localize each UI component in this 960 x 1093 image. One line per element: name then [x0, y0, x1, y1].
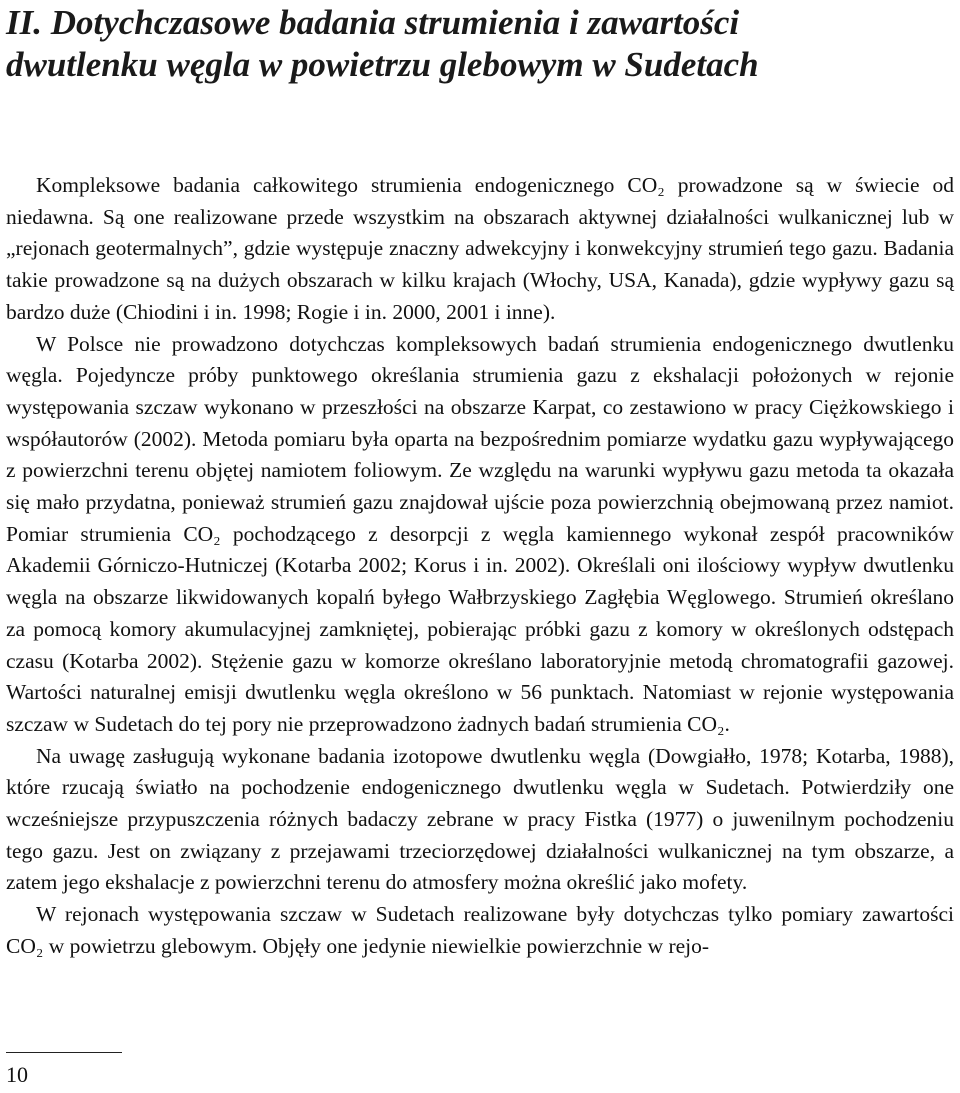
paragraph-1: Kompleksowe badania całkowitego strumienia endogenicznego CO₂ prowadzone są w świecie od niedawna. Są one realizowane przede wszystkim na obszarach aktywnej działalności wulkanicznej lub w „rejonach geotermalnych”, gdzie występuje znaczny adwekcyjny i konwekcyjny strumień tego gazu. Badania takie prowadzone są na dużych obszarach w kilku krajach (Włochy, USA, Kanada), gdzie wypływy gazu są bardzo duże (Chiodini i in. 1998; Rogie i in. 2000, 2001 i inne). — [6, 173, 954, 324]
chapter-heading-line-2: dwutlenku węgla w powietrzu glebowym w Sudetach — [6, 45, 759, 84]
body-text — [6, 170, 954, 963]
chapter-heading — [6, 2, 954, 86]
paragraph-4: W rejonach występowania szczaw w Sudetach realizowane były dotychczas tylko pomiary zawartości CO₂ w powietrzu glebowym. Objęły one jedynie niewielkie powierzchnie w rejo- — [6, 902, 954, 958]
paragraph-2: W Polsce nie prowadzono dotychczas kompleksowych badań strumienia endogenicznego dwutlenku węgla. Pojedyncze próby punktowego określania strumienia gazu z ekshalacji położonych w rejonie występowania szczaw wykonano w przeszłości na obszarze Karpat, co zestawiono w pracy Ciężkowskiego i współautorów (2002). Metoda pomiaru była oparta na bezpośrednim pomiarze wydatku gazu wypływającego z powierzchni terenu objętej namiotem foliowym. Ze względu na warunki wypływu gazu metoda ta okazała się mało przydatna, ponieważ strumień gazu znajdował ujście poza powierzchnią obejmowaną przez namiot. Pomiar strumienia CO₂ pochodzącego z desorpcji z węgla kamiennego wykonał zespół pracowników Akademii Górniczo-Hutniczej (Kotarba 2002; Korus i in. 2002). Określali oni ilościowy wypływ dwutlenku węgla na obszarze likwidowanych kopalń byłego Wałbrzyskiego Zagłębia Węglowego. Strumień określano za pomocą komory akumulacyjnej zamkniętej, pobierając próbki gazu z komory w określonych odstępach czasu (Kotarba 2002). Stężenie gazu w komorze określano laboratoryjnie metodą chromatografii gazowej. Wartości naturalnej emisji dwutlenku węgla określono w 56 punktach. Natomiast w rejonie występowania szczaw w Sudetach do tej pory nie przeprowadzono żadnych badań strumienia CO₂. — [6, 331, 954, 736]
chapter-heading-line-1: II. Dotychczasowe badania strumienia i zawartości — [6, 3, 740, 42]
footer-rule — [6, 1052, 122, 1053]
paragraph-3: Na uwagę zasługują wykonane badania izotopowe dwutlenku węgla (Dowgiałło, 1978; Kotarba, 1988), które rzucają światło na pochodzenie endogenicznego dwutlenku węgla w Sudetach. Potwierdziły one wcześniejsze przypuszczenia różnych badaczy zebrane w pracy Fistka (1977) o juwenilnym pochodzeniu tego gazu. Jest on związany z przejawami trzeciorzędowej działalności wulkanicznej na tym obszarze, a zatem jego ekshalacje z powierzchni terenu do atmosfery można określić jako mofety. — [6, 743, 954, 895]
page-number: 10 — [6, 1062, 28, 1087]
